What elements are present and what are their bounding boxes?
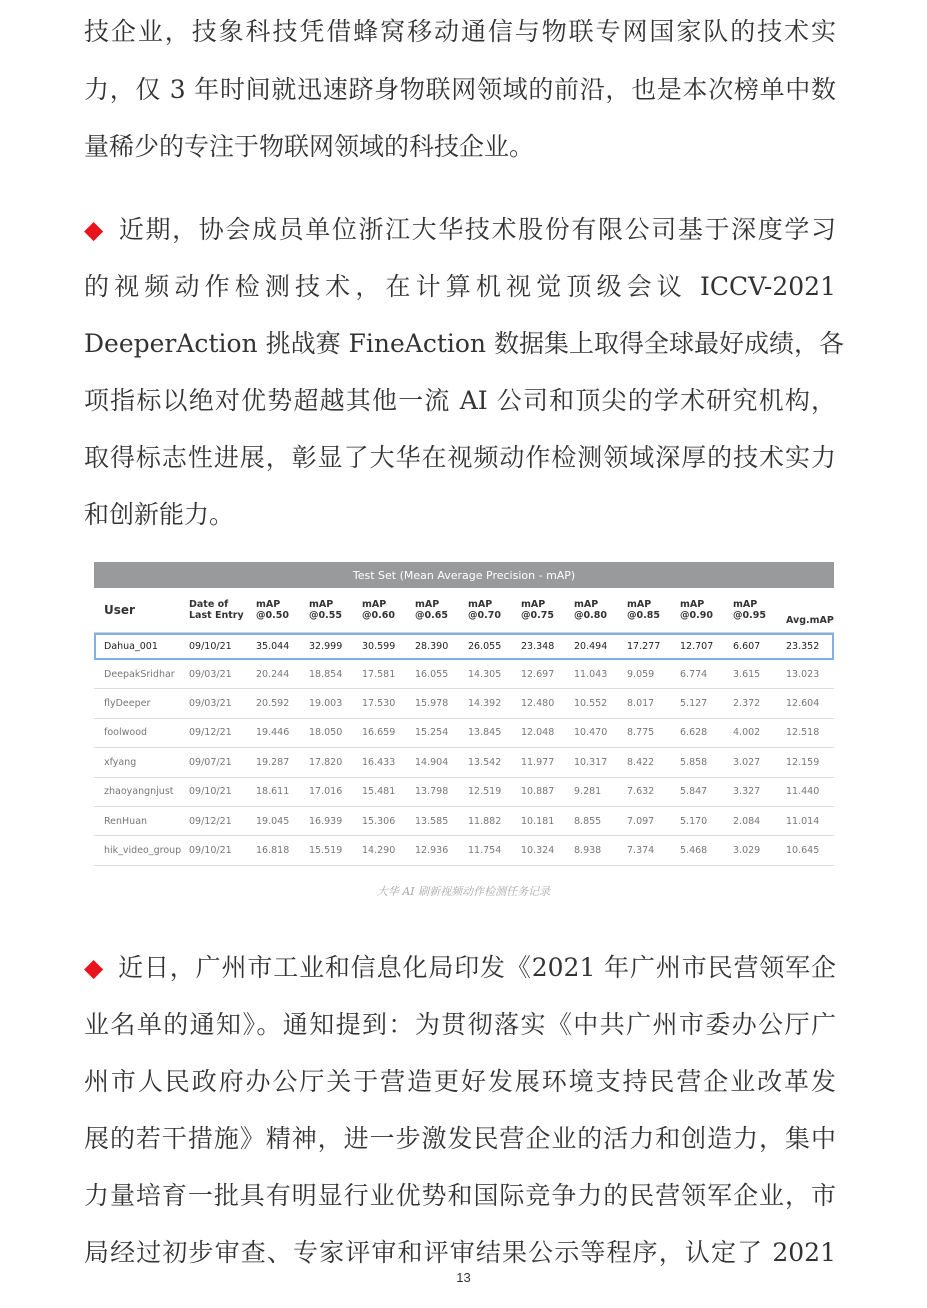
column-header-text: Last Entry [189,610,244,621]
table-cell: 26.055 [463,633,516,660]
table-cell-user: Dahua_001 [94,633,184,660]
table-cell: 14.305 [463,660,516,689]
table-cell: 32.999 [304,633,357,660]
table-cell: 14.904 [410,748,463,777]
page-number: 13 [456,1270,471,1285]
column-header [463,588,516,633]
table-cell-user: DeepakSridhar [94,660,184,689]
table-row [94,718,834,747]
table-cell: 12.707 [675,633,728,660]
table-cell: 3.027 [728,748,781,777]
table-cell: 12.048 [516,718,569,747]
table-cell: 20.244 [251,660,304,689]
text-line: 展的若干措施》精神，进一步激发民营企业的活力和创造力，集中 [84,1124,836,1153]
table-cell: 16.818 [251,836,304,865]
column-header-text: mAP [309,599,334,610]
table-cell: 12.519 [463,777,516,806]
table-cell: 8.775 [622,718,675,747]
text-line [84,951,836,985]
table-cell: 18.050 [304,718,357,747]
column-header [357,588,410,633]
table-cell: 13.023 [781,660,834,689]
table-row [94,748,834,777]
column-header-text: mAP [468,599,493,610]
table-cell: 5.847 [675,777,728,806]
table-cell: 09/03/21 [184,660,251,689]
table-cell-user: RenHuan [94,806,184,835]
column-header-text: @0.50 [256,610,289,621]
table-cell: 16.939 [304,806,357,835]
column-header-text: mAP [415,599,440,610]
table-cell: 28.390 [410,633,463,660]
table-title: Test Set (Mean Average Precision - mAP) [94,562,834,588]
text-line: 和创新能力。 [84,500,235,529]
table-cell: 10.181 [516,806,569,835]
table-cell: 18.854 [304,660,357,689]
table-cell: 10.887 [516,777,569,806]
table-cell: 8.017 [622,689,675,718]
table-cell: 19.045 [251,806,304,835]
table-cell: 09/10/21 [184,777,251,806]
table-cell: 13.585 [410,806,463,835]
table-cell: 9.281 [569,777,622,806]
table-cell: 15.254 [410,718,463,747]
table-cell: 14.392 [463,689,516,718]
table-cell: 10.324 [516,836,569,865]
table-cell: 7.632 [622,777,675,806]
text-line: 量稀少的专注于物联网领域的科技企业。 [84,132,535,161]
table-row [94,806,834,835]
column-header [622,588,675,633]
table-cell: 6.774 [675,660,728,689]
table-cell: 12.518 [781,718,834,747]
column-header-text: mAP [627,599,652,610]
table-cell: 20.592 [251,689,304,718]
table-cell: 3.029 [728,836,781,865]
table-cell-user: hik_video_group [94,836,184,865]
table-cell: 23.348 [516,633,569,660]
table-cell-user: foolwood [94,718,184,747]
table-cell: 19.003 [304,689,357,718]
column-header-text: @0.90 [680,610,713,621]
column-header-text: User [104,602,135,617]
table-cell: 16.055 [410,660,463,689]
table-cell: 16.433 [357,748,410,777]
table-cell: 5.468 [675,836,728,865]
table-row [94,836,834,865]
column-header-text: mAP [680,599,705,610]
figure-caption: 大华 AI 刷新视频动作检测任务记录 [376,885,551,898]
column-header-text: @0.85 [627,610,660,621]
column-header [728,588,781,633]
table-cell: 8.855 [569,806,622,835]
table-cell: 9.059 [622,660,675,689]
text-line [84,213,836,247]
bullet-diamond-icon: ◆ [84,953,105,982]
table-cell: 09/07/21 [184,748,251,777]
table-cell: 09/12/21 [184,806,251,835]
column-header-text: @0.80 [574,610,607,621]
table-cell: 10.552 [569,689,622,718]
table-cell: 11.440 [781,777,834,806]
text-line: 州市人民政府办公厅关于营造更好发展环境支持民营企业改革发 [84,1067,836,1096]
table-cell: 13.845 [463,718,516,747]
table-cell: 13.542 [463,748,516,777]
table-cell: 18.611 [251,777,304,806]
column-header-text: mAP [733,599,758,610]
column-header [304,588,357,633]
table-cell: 09/12/21 [184,718,251,747]
text-line: DeeperAction 挑战赛 FineAction 数据集上取得全球最好成绩，各 [84,329,844,358]
column-header [94,588,184,633]
table-cell-user: xfyang [94,748,184,777]
column-header [516,588,569,633]
leaderboard-table [94,562,834,857]
table-cell: 11.977 [516,748,569,777]
column-header [675,588,728,633]
table-cell: 12.159 [781,748,834,777]
table-cell: 4.002 [728,718,781,747]
table-body [94,633,834,866]
table-cell: 17.277 [622,633,675,660]
column-header [410,588,463,633]
table-cell: 12.936 [410,836,463,865]
table-cell: 5.170 [675,806,728,835]
column-header-text: mAP [256,599,281,610]
column-header-text: @0.55 [309,610,342,621]
table-cell: 15.978 [410,689,463,718]
column-header-text: @0.70 [468,610,501,621]
text-line: 的视频动作检测技术，在计算机视觉顶级会议 ICCV-2021 [84,272,836,301]
table-cell: 13.798 [410,777,463,806]
table-cell: 8.938 [569,836,622,865]
table-row [94,660,834,689]
table-cell: 11.043 [569,660,622,689]
table-cell: 2.084 [728,806,781,835]
column-header [569,588,622,633]
table-cell: 11.882 [463,806,516,835]
table-cell: 6.607 [728,633,781,660]
table-cell: 11.014 [781,806,834,835]
table-cell: 17.530 [357,689,410,718]
text-line: 力，仅 3 年时间就迅速跻身物联网领域的前沿，也是本次榜单中数 [84,75,836,104]
table-cell: 12.604 [781,689,834,718]
table-cell-user: flyDeeper [94,689,184,718]
bullet-diamond-icon: ◆ [84,215,105,244]
table-row-highlighted [94,633,834,660]
table-cell: 12.480 [516,689,569,718]
table-cell: 35.044 [251,633,304,660]
table-row [94,689,834,718]
table-cell: 10.645 [781,836,834,865]
text-line: 技企业，技象科技凭借蜂窝移动通信与物联专网国家队的技术实 [84,17,836,46]
table-cell: 16.659 [357,718,410,747]
column-header [184,588,251,633]
column-header-text: Date of [189,599,229,610]
column-header-text: @0.95 [733,610,766,621]
table-cell: 19.446 [251,718,304,747]
table-cell: 15.481 [357,777,410,806]
table-cell: 30.599 [357,633,410,660]
table-cell: 17.581 [357,660,410,689]
text-line-content: 近日，广州市工业和信息化局印发《2021 年广州市民营领军企 [118,953,836,982]
table-cell: 09/03/21 [184,689,251,718]
text-line: 取得标志性进展，彰显了大华在视频动作检测领域深厚的技术实力 [84,443,836,472]
table-cell: 11.754 [463,836,516,865]
table-cell-user: zhaoyangnjust [94,777,184,806]
table-cell: 7.097 [622,806,675,835]
table-cell: 20.494 [569,633,622,660]
column-header-text: @0.60 [362,610,395,621]
text-line-content: 近期，协会成员单位浙江大华技术股份有限公司基于深度学习 [118,215,836,244]
table-cell: 10.470 [569,718,622,747]
table-cell: 14.290 [357,836,410,865]
table-cell: 17.016 [304,777,357,806]
table-cell: 2.372 [728,689,781,718]
table-row [94,777,834,806]
text-line: 项指标以绝对优势超越其他一流 AI 公司和顶尖的学术研究机构， [84,386,836,415]
table-cell: 23.352 [781,633,834,660]
table-cell: 15.519 [304,836,357,865]
column-header-text: Avg.mAP [786,615,834,626]
table-cell: 09/10/21 [184,836,251,865]
table-cell: 3.615 [728,660,781,689]
column-header-text: @0.75 [521,610,554,621]
table-cell: 6.628 [675,718,728,747]
column-header-text: mAP [362,599,387,610]
table-cell: 3.327 [728,777,781,806]
column-header-text: mAP [574,599,599,610]
text-line: 力量培育一批具有明显行业优势和国际竞争力的民营领军企业，市 [84,1181,836,1210]
text-line: 局经过初步审查、专家评审和评审结果公示等程序，认定了 2021 [84,1238,836,1267]
table-header-row [94,588,834,633]
table-cell: 8.422 [622,748,675,777]
table-cell: 15.306 [357,806,410,835]
column-header [781,588,834,633]
table-cell: 5.127 [675,689,728,718]
column-header [251,588,304,633]
table-cell: 17.820 [304,748,357,777]
table-cell: 09/10/21 [184,633,251,660]
table-cell: 7.374 [622,836,675,865]
column-header-text: @0.65 [415,610,448,621]
column-header-text: mAP [521,599,546,610]
table-cell: 19.287 [251,748,304,777]
table-cell: 10.317 [569,748,622,777]
table-cell: 12.697 [516,660,569,689]
text-line: 业名单的通知》。通知提到：为贯彻落实《中共广州市委办公厅广 [84,1010,836,1039]
table-cell: 5.858 [675,748,728,777]
